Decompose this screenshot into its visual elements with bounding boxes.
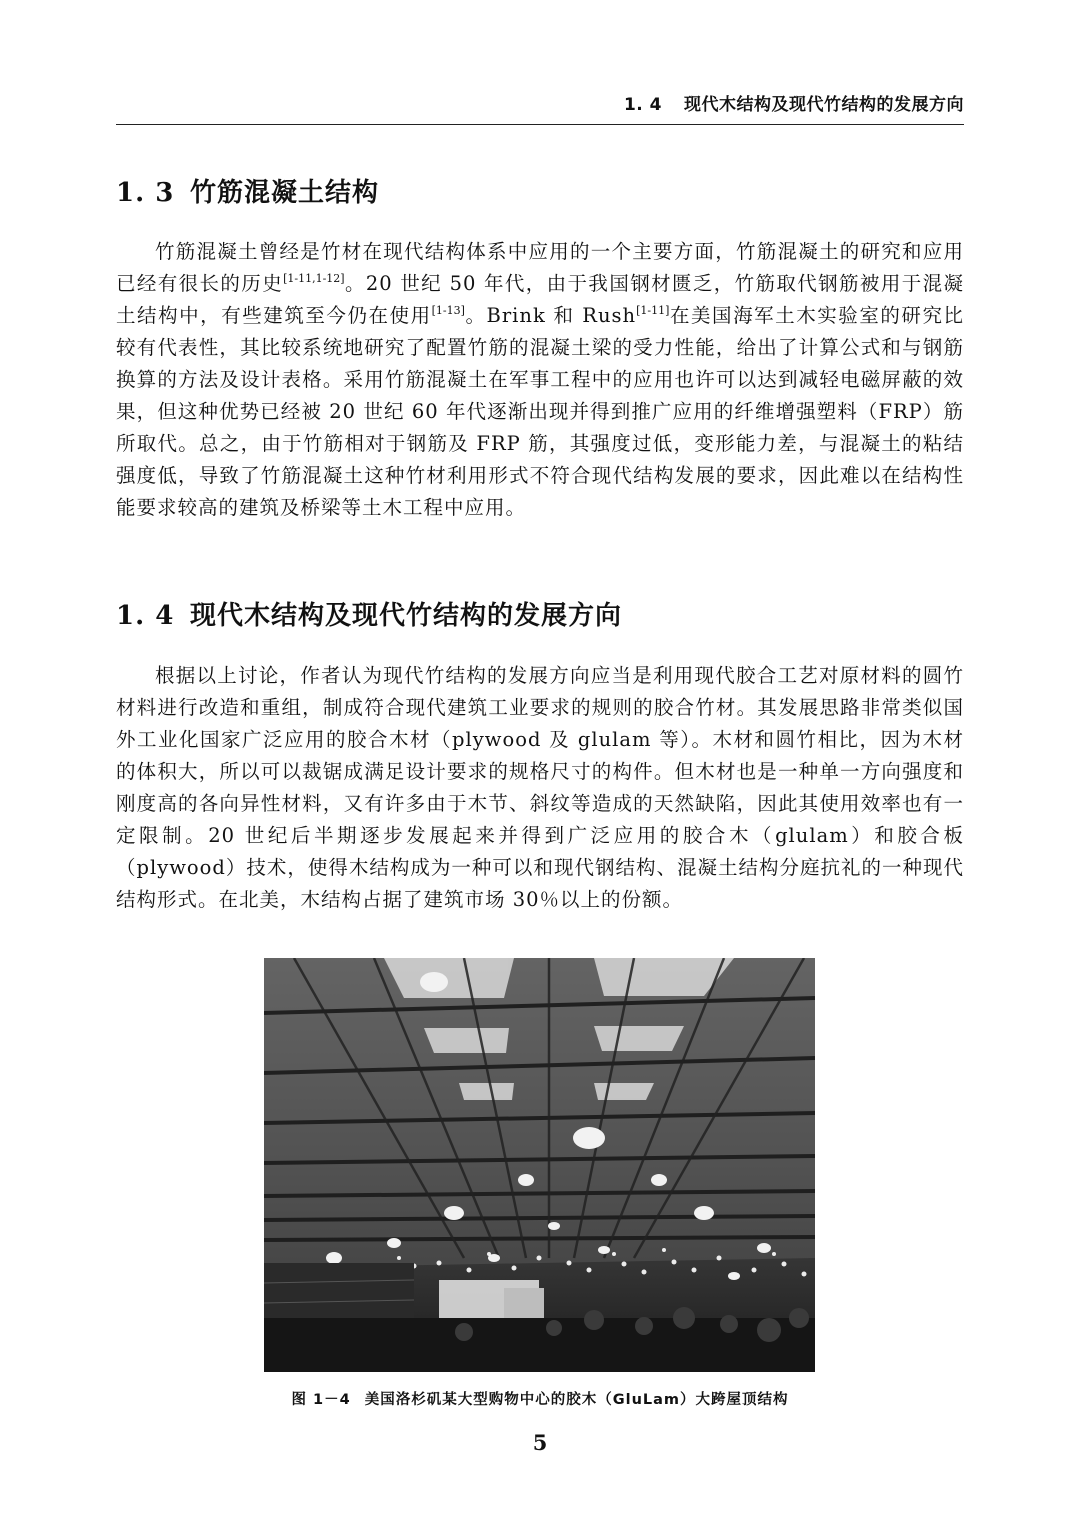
warehouse-roof-image bbox=[264, 958, 815, 1372]
page-number: 5 bbox=[532, 1430, 548, 1455]
figure-label: 图 1－4 bbox=[291, 1392, 351, 1408]
figure-caption-text: 美国洛杉矶某大型购物中心的胶木（GluLam）大跨屋顶结构 bbox=[364, 1392, 789, 1408]
running-header-title: 现代木结构及现代竹结构的发展方向 bbox=[684, 95, 964, 115]
figure-caption bbox=[0, 1388, 1080, 1409]
section-number: 1. 4 bbox=[116, 601, 175, 631]
section-heading-1-4 bbox=[116, 595, 622, 632]
figure-glulam-roof-photo bbox=[264, 958, 815, 1372]
citation: [1-11,1-12] bbox=[283, 272, 345, 285]
paragraph-development-direction: 根据以上讨论，作者认为现代竹结构的发展方向应当是利用现代胶合工艺对原材料的圆竹材料进行改造和重组，制成符合现代建筑工业要求的规则的胶合竹材。其发展思路非常类似国外工业化国家广泛应用的胶合木材（plywood 及 glulam 等）。木材和圆竹相比，因为木材的体积大，所以可以裁锯成满足设计要求的规格尺寸的构件。但木材也是一种单一方向强度和刚度高的各向异性材料，又有许多由于木节、斜纹等造成的天然缺陷，因此其使用效率也有一定限制。20 世纪后半期逐步发展起来并得到广泛应用的胶合木（glulam）和胶合板（plywood）技术，使得木结构成为一种可以和现代钢结构、混凝土结构分庭抗礼的一种现代结构形式。在北美，木结构占据了建筑市场 30％以上的份额。 bbox=[116, 664, 964, 911]
paragraph-bamboo-reinforced-concrete bbox=[116, 236, 964, 524]
running-header-text bbox=[624, 90, 964, 115]
citation: [1-11] bbox=[636, 304, 670, 317]
section-title: 竹筋混凝土结构 bbox=[190, 178, 380, 208]
running-header-number: 1. 4 bbox=[623, 95, 662, 115]
section-number: 1. 3 bbox=[116, 178, 175, 208]
running-header bbox=[116, 90, 964, 125]
paragraph-text: 竹筋混凝土曾经是竹材在现代结构体系中应用的一个主要方面，竹筋混凝土的研究和应用已经有很长的历史 bbox=[116, 240, 964, 295]
paragraph-text: 。20 世纪 50 年代，由于我国钢材匮乏，竹筋取代钢筋被用于混凝土结构中，有些建筑至今仍在使用 bbox=[116, 272, 964, 327]
paragraph-text: 。Brink 和 Rush bbox=[464, 304, 637, 327]
section-heading-1-3 bbox=[116, 172, 379, 209]
section-title: 现代木结构及现代竹结构的发展方向 bbox=[190, 601, 623, 631]
paragraph-text: 在美国海军土木实验室的研究比较有代表性，其比较系统地研究了配置竹筋的混凝土梁的受力性能，给出了计算公式和与钢筋换算的方法及设计表格。采用竹筋混凝土在军事工程中的应用也许可以达到减轻电磁屏蔽的效果，但这种优势已经被 20 世纪 60 年代逐渐出现并得到推广应用的纤维增强塑料（FRP）筋所取代。总之，由于竹筋相对于钢筋及 FRP 筋，其强度过低，变形能力差，与混凝土的粘结强度低，导致了竹筋混凝土这种竹材利用形式不符合现代结构发展的要求，因此难以在结构性能要求较高的建筑及桥梁等土木工程中应用。 bbox=[116, 304, 964, 519]
citation: [1-13] bbox=[431, 304, 465, 317]
